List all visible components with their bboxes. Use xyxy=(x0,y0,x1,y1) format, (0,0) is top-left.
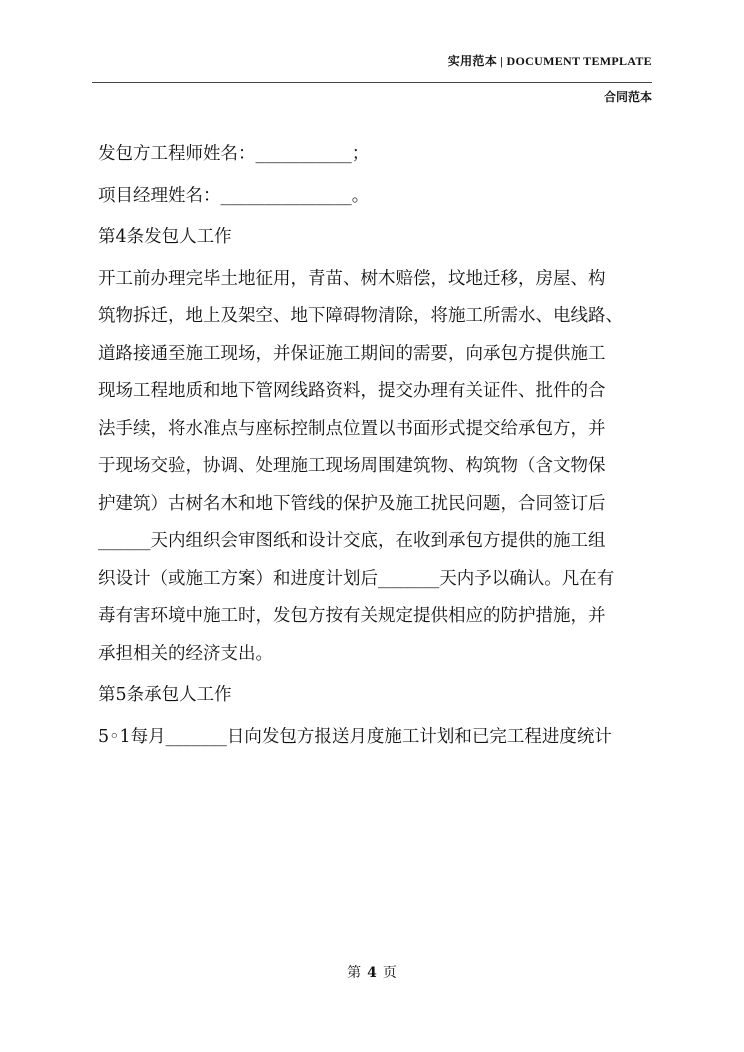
footer-suffix: 页 xyxy=(382,965,397,981)
paragraph-line: 护建筑）古树名木和地下管线的保护及施工扰民问题，合同签订后 xyxy=(98,493,606,514)
page-header xyxy=(92,52,652,102)
paragraph-line: 筑物拆迁，地上及架空、地下障碍物清除，将施工所需水、电线路、 xyxy=(98,306,623,326)
article-5-1-line: 5◦1每月_______日向发包方报送月度施工计划和已完工程进度统计 xyxy=(98,726,612,747)
page-number: 4 xyxy=(367,965,377,981)
header-subtitle: 合同范本 xyxy=(603,90,652,104)
page-footer xyxy=(0,962,744,982)
paragraph-line: 于现场交验，协调、处理施工现场周围建筑物、构筑物（含文物保 xyxy=(98,456,606,476)
article-5-heading: 第5条承包人工作 xyxy=(98,685,232,705)
header-title: 实用范本 | DOCUMENT TEMPLATE xyxy=(447,54,652,68)
paragraph-line: 织设计（或施工方案）和进度计划后_______天内予以确认。凡在有 xyxy=(98,568,615,589)
document-body xyxy=(98,136,658,760)
paragraph-line: 承担相关的经济支出。 xyxy=(98,643,273,664)
paragraph-line: 现场工程地质和地下管网线路资料，提交办理有关证件、批件的合 xyxy=(98,381,606,401)
header-divider xyxy=(92,82,652,83)
paragraph-line: 道路接通至施工现场，并保证施工期间的需要，向承包方提供施工 xyxy=(98,343,606,364)
footer-prefix: 第 xyxy=(347,965,362,981)
paragraph-line: ______天内组织会审图纸和设计交底，在收到承包方提供的施工组 xyxy=(98,531,606,551)
engineer-name-line: 发包方工程师姓名：___________； xyxy=(98,144,370,164)
manager-name-line: 项目经理姓名：_______________。 xyxy=(98,185,370,206)
paragraph-line: 法手续，将水准点与座标控制点位置以书面形式提交给承包方，并 xyxy=(98,418,606,439)
paragraph-line: 开工前办理完毕土地征用，青苗、树木赔偿，坟地迁移，房屋、构 xyxy=(98,268,606,289)
article-4-heading: 第4条发包人工作 xyxy=(98,227,232,247)
article-4-paragraph xyxy=(98,261,658,674)
paragraph-line: 毒有害环境中施工时，发包方按有关规定提供相应的防护措施，并 xyxy=(98,606,606,626)
